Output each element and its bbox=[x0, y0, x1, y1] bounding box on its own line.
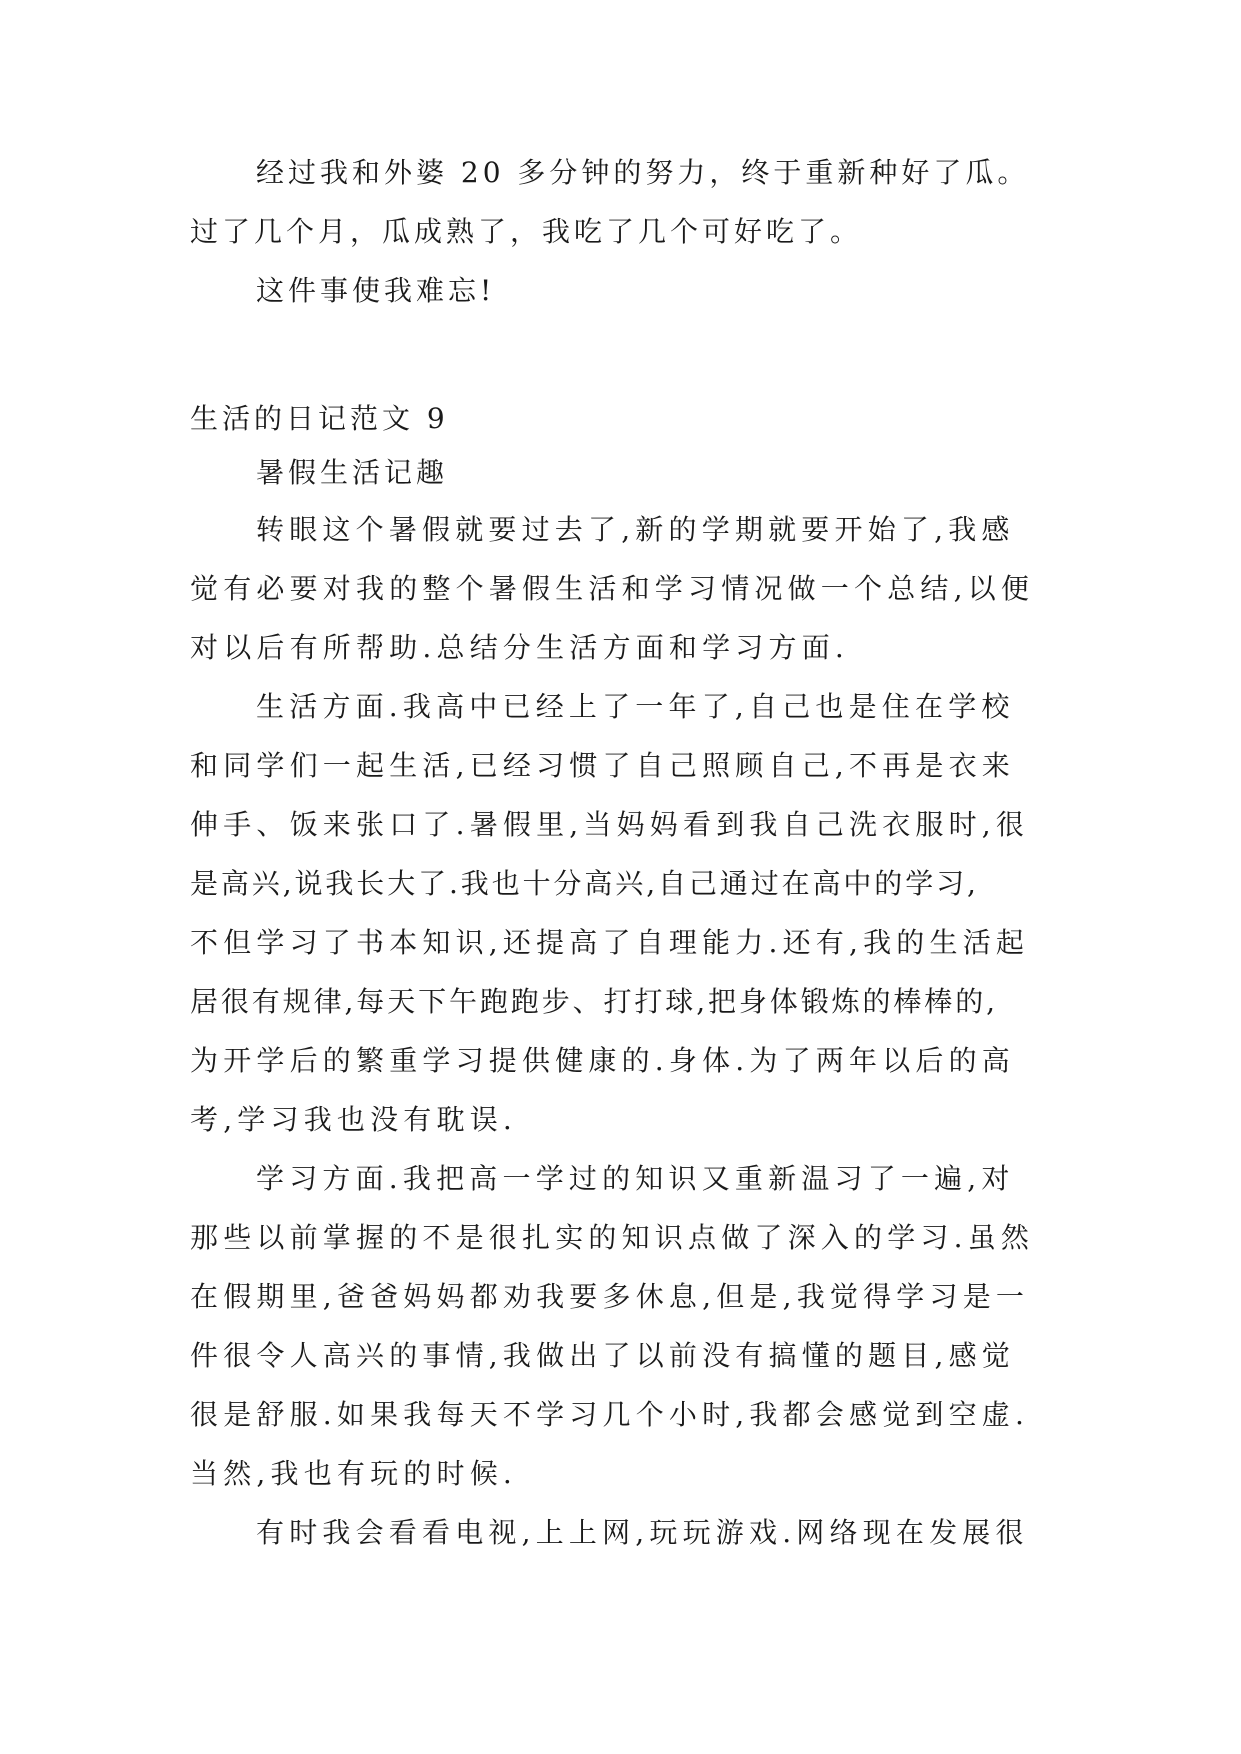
section-title: 生活的日记范文 9 bbox=[190, 402, 449, 435]
paragraph-line: 件很令人高兴的事情,我做出了以前没有搞懂的题目,感觉 bbox=[190, 1339, 1016, 1372]
paragraph-line: 在假期里,爸爸妈妈都劝我要多休息,但是,我觉得学习是一 bbox=[190, 1280, 1030, 1313]
paragraph-line: 觉有必要对我的整个暑假生活和学习情况做一个总结,以便 bbox=[190, 572, 1035, 605]
paragraph-line: 很是舒服.如果我每天不学习几个小时,我都会感觉到空虚. bbox=[190, 1398, 1030, 1431]
paragraph-line: 学习方面.我把高一学过的知识又重新温习了一遍,对 bbox=[256, 1162, 1015, 1195]
paragraph-line: 这件事使我难忘! bbox=[256, 274, 496, 307]
paragraph-line: 不但学习了书本知识,还提高了自理能力.还有,我的生活起 bbox=[190, 926, 1030, 959]
paragraph-line: 是高兴,说我长大了.我也十分高兴,自己通过在高中的学习, bbox=[190, 867, 979, 900]
paragraph-line: 过了几个月，瓜成熟了，我吃了几个可好吃了。 bbox=[190, 215, 863, 248]
paragraph-line: 居很有规律,每天下午跑跑步、打打球,把身体锻炼的棒棒的, bbox=[190, 985, 998, 1018]
paragraph-line: 为开学后的繁重学习提供健康的.身体.为了两年以后的高 bbox=[190, 1044, 1016, 1077]
paragraph-line: 考,学习我也没有耽误. bbox=[190, 1103, 518, 1136]
paragraph-line: 伸手、饭来张口了.暑假里,当妈妈看到我自己洗衣服时,很 bbox=[190, 808, 1030, 841]
paragraph-line: 转眼这个暑假就要过去了,新的学期就要开始了,我感 bbox=[256, 513, 1015, 546]
article-title: 暑假生活记趣 bbox=[256, 456, 449, 489]
paragraph-line: 生活方面.我高中已经上了一年了,自己也是住在学校 bbox=[256, 690, 1015, 723]
paragraph-line: 和同学们一起生活,已经习惯了自己照顾自己,不再是衣来 bbox=[190, 749, 1016, 782]
paragraph-line: 当然,我也有玩的时候. bbox=[190, 1457, 518, 1490]
paragraph-line: 那些以前掌握的不是很扎实的知识点做了深入的学习.虽然 bbox=[190, 1221, 1035, 1254]
paragraph-line: 经过我和外婆 20 多分钟的努力，终于重新种好了瓜。 bbox=[256, 156, 1030, 189]
paragraph-line: 有时我会看看电视,上上网,玩玩游戏.网络现在发展很 bbox=[256, 1516, 1029, 1549]
paragraph-line: 对以后有所帮助.总结分生活方面和学习方面. bbox=[190, 631, 850, 664]
